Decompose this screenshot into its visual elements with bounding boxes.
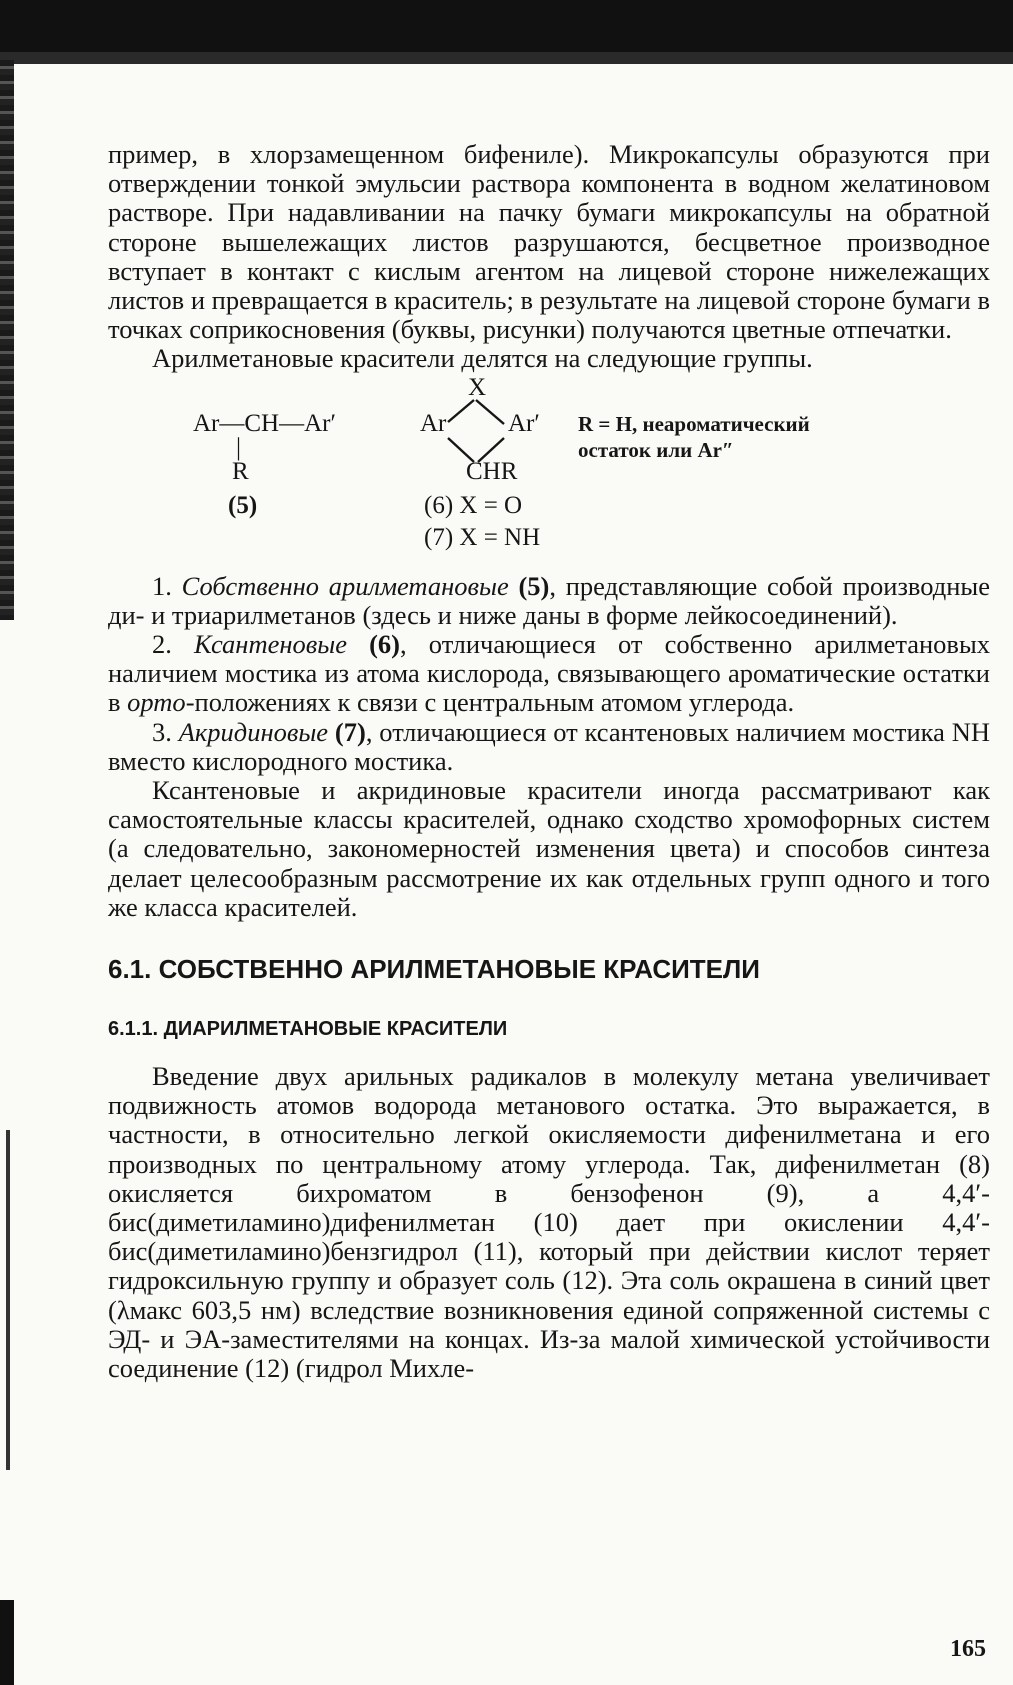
page-number: 165: [950, 1636, 986, 1662]
paragraph-groups-intro: Арилметановые красители делятся на следующие группы.: [152, 343, 813, 374]
scan-top-shadow: [0, 52, 1013, 64]
list-item-2-italic: орто: [127, 687, 186, 718]
formula-6-ar-left: Ar: [420, 409, 447, 437]
paragraph-xanthene-acridine: Ксантеновые и акридиновые красители иногда рассматривают как самостоятельные классы красителей, однако сходство хромофорных систем (а следовательно, закономерностей изменения цвета) и способов синтеза делает целесообразным рассмотрение их как отдельных групп одного и того же класса красителей.: [108, 775, 990, 922]
scan-top-border: [0, 0, 1013, 52]
list-item-2-term: Ксантеновые: [194, 629, 347, 660]
formula-5-number: (5): [228, 491, 258, 519]
paragraph-diarylmethane: Введение двух арильных радикалов в молекулу метана увеличивает подвижность атомов водорода метанового остатка. Это выражается, в частности, в относительно легкой окисляемости дифенилметана и его производных по центральному атому углерода. Так, дифенилметан (8) окисляется бихроматом в бензофенон (9), а 4,4′-бис(диметиламино)дифенилметан (10) дает при окислении 4,4′-бис(диметиламино)бензгидрол (11), который при действии кислот теряет гидроксильную группу и образует соль (12). Эта соль окрашена в синий цвет (λмакс 603,5 нм) вследствие возникновения единой сопряженной системы с ЭД- и ЭА-заместителями на концах. Из-за малой химической устойчивости соединение (12) (гидрол Михле-: [108, 1061, 990, 1384]
scan-left-edge: [0, 60, 14, 620]
formula-note-line1: R = H, неароматический: [578, 411, 810, 436]
formula-5-line: Ar—CH—Ar′: [193, 409, 336, 437]
scan-left-edge-bottom: [0, 1600, 14, 1685]
section-heading-6-1-1: 6.1.1. ДИАРИЛМЕТАНОВЫЕ КРАСИТЕЛИ: [108, 1018, 508, 1041]
list-item-1-text: , представляющие собой производные ди- и триарилметанов (здесь и ниже даны в форме лейкосоединений).: [108, 570, 990, 630]
list-item-2-ref: (6): [369, 629, 401, 660]
list-item-2-number: 2.: [152, 629, 172, 660]
paragraph-microcapsules: пример, в хлорзамещенном бифениле). Микрокапсулы образуются при отверждении тонкой эмульсии раствора компонента в водном желатиновом растворе. При надавливании на пачку бумаги микрокапсулы на обратной стороне вышележащих листов разрушаются, бесцветное производное вступает в контакт с кислым агентом на лицевой стороне нижележащих листов и превращается в краситель; в результате на лицевой стороне бумаги в точках соприкосновения (буквы, рисунки) получаются цветные отпечатки.: [108, 139, 990, 345]
list-item-2-text2: -положениях к связи с центральным атомом углерода.: [185, 687, 795, 718]
list-item-3-ref: (7): [334, 716, 366, 747]
list-item-1-ref: (5): [518, 570, 550, 601]
scan-left-edge-lower: [6, 1130, 10, 1470]
formula-ring-bonds: [444, 394, 518, 470]
structural-formulas: [108, 374, 990, 572]
formula-6-label: (6) X = O: [424, 491, 523, 519]
list-item-3-term: Акридиновые: [178, 716, 329, 747]
formula-5-bond: |: [236, 433, 242, 461]
list-item-3-text: , отличающиеся от ксантеновых наличием мостика NH вместо кислородного мостика.: [108, 716, 990, 776]
formula-7-label: (7) X = NH: [424, 523, 541, 551]
list-item-3: [108, 718, 990, 776]
page-content: [108, 140, 990, 1383]
formula-5-r: R: [232, 457, 249, 485]
list-item-1-number: 1.: [152, 570, 172, 601]
section-heading-6-1: 6.1. СОБСТВЕННО АРИЛМЕТАНОВЫЕ КРАСИТЕЛИ: [108, 954, 760, 985]
list-item-2: [108, 630, 990, 718]
list-item-1-term: Собственно арилметановые: [181, 570, 509, 601]
formula-6-chr: CHR: [466, 457, 518, 485]
list-item-1: [108, 572, 990, 630]
formula-6-ar-right: Ar′: [508, 409, 540, 437]
section-headings: [108, 922, 990, 1062]
formula-6-x: X: [468, 373, 487, 401]
formula-note-line2: остаток или Ar″: [578, 437, 734, 462]
list-item-3-number: 3.: [152, 716, 172, 747]
list-item-2-text: , отличающиеся от собственно арилметановых наличием мостика из атома кислорода, связывающего ароматические остатки в: [108, 629, 990, 718]
